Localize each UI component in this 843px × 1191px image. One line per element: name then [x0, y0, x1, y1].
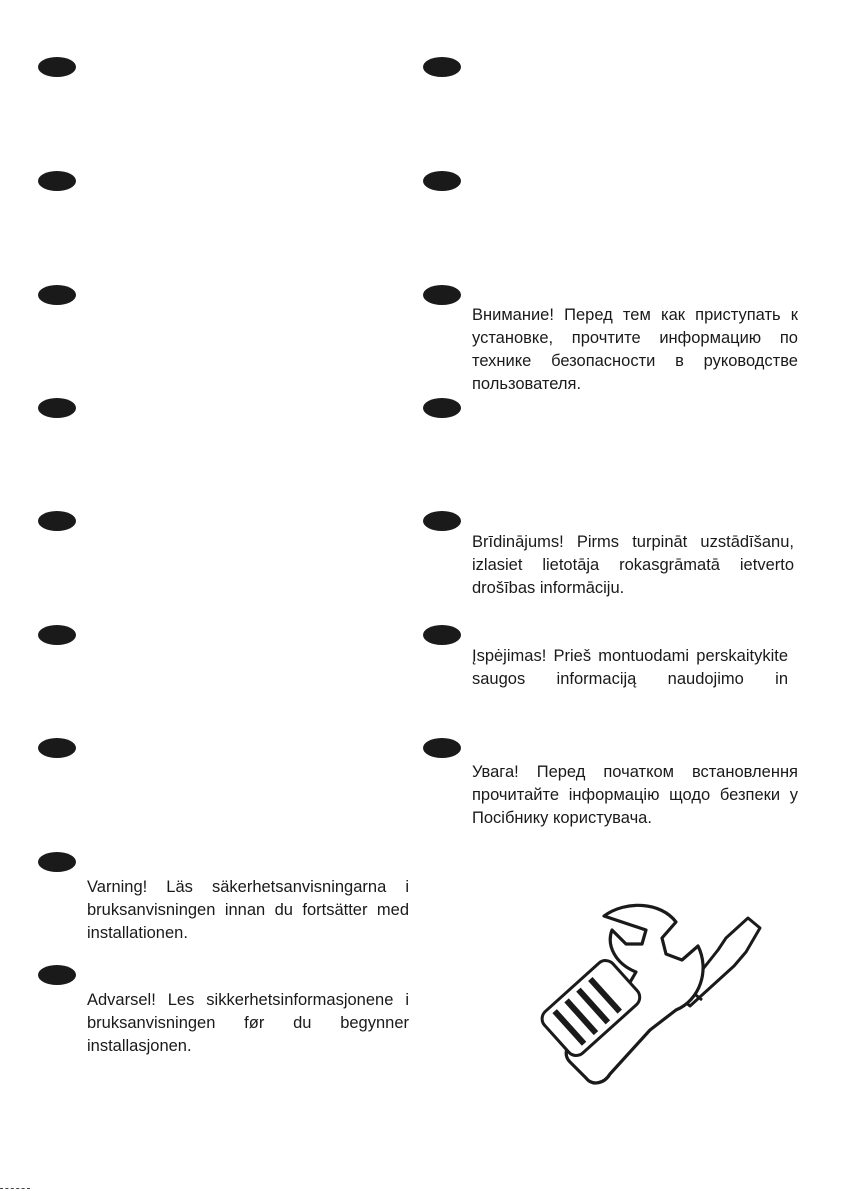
notice-lithuanian: Įspėjimas! Prieš montuodami perskaitykite saugos informaciją naudojimo in: [472, 647, 788, 688]
language-badge-left-4: [38, 398, 76, 418]
language-badge-left-8: [38, 852, 76, 872]
language-badge-left-1: [38, 57, 76, 77]
language-badge-right-4: [423, 398, 461, 418]
wrench-screwdriver-icon: [520, 890, 780, 1150]
language-badge-left-7: [38, 738, 76, 758]
notice-russian: Внимание! Перед тем как приступать к установке, прочтите информацию по технике безопасности в руководстве пользователя.: [472, 306, 798, 393]
notice-norwegian: Advarsel! Les sikkerhetsinformasjonene i bruksanvisningen før du begynner installasjonen.: [87, 991, 409, 1055]
notice-latvian: Brīdinājums! Pirms turpināt uzstādīšanu, izlasiet lietotāja rokasgrāmatā ietverto drošības informāciju.: [472, 533, 794, 597]
language-badge-left-6: [38, 625, 76, 645]
language-badge-left-9: [38, 965, 76, 985]
language-badge-left-2: [38, 171, 76, 191]
language-badge-right-3: [423, 285, 461, 305]
language-badge-right-1: [423, 57, 461, 77]
notice-ukrainian: Увага! Перед початком встановлення прочитайте інформацію щодо безпеки у Посібнику користувача.: [472, 763, 798, 827]
language-badge-right-7: [423, 738, 461, 758]
language-badge-right-5: [423, 511, 461, 531]
notice-swedish: Varning! Läs säkerhetsanvisningarna i bruksanvisningen innan du fortsätter med installationen.: [87, 878, 409, 942]
language-badge-left-3: [38, 285, 76, 305]
language-badge-right-6: [423, 625, 461, 645]
language-badge-right-2: [423, 171, 461, 191]
language-badge-left-5: [38, 511, 76, 531]
